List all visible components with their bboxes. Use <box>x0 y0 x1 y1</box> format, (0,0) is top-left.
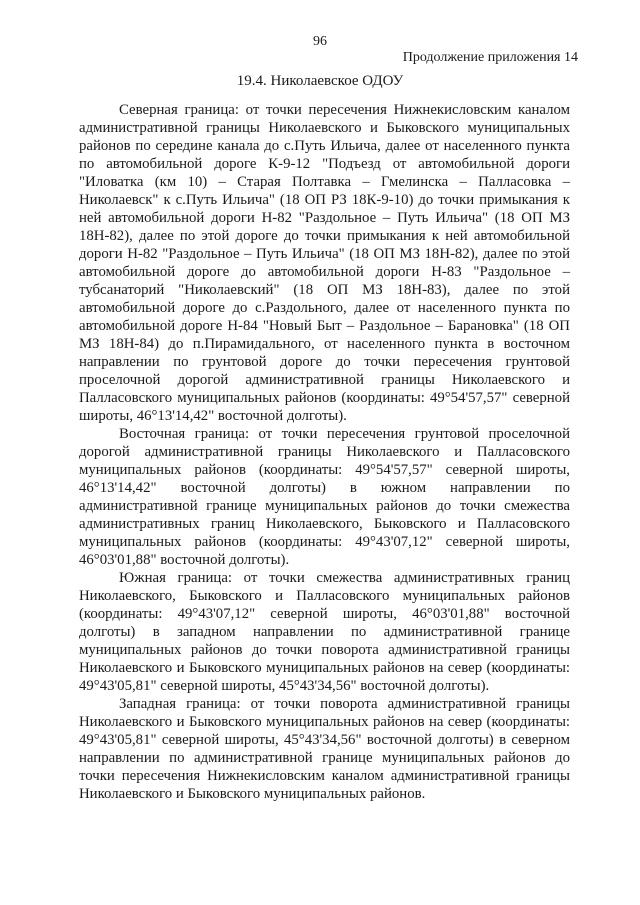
section-title: 19.4. Николаевское ОДОУ <box>236 73 404 89</box>
page-number: 96 <box>313 34 327 49</box>
paragraph-south-border: Южная граница: от точки смежества административных границ Николаевского, Быковского и Палласовского муниципальных районов (координаты: 49°43'07,12" северной широты, 46°03'01,88" восточной долготы) в западном направлении по административной границе муниципальных районов до точки поворота административной границы Николаевского и Быковского муниципальных районов на север (координаты: 49°43'05,81" северной широты, 45°43'34,56" восточной долготы). <box>79 570 570 694</box>
appendix-note: Продолжение приложения 14 <box>402 50 578 65</box>
document-body <box>79 101 570 803</box>
paragraph-east-border: Восточная граница: от точки пересечения грунтовой проселочной дорогой административной границы Николаевского и Палласовского муниципальных районов (координаты: 49°54'57,57" северной широты, 46°13'14,42" восточной долготы) в южном направлении по административной границе муниципальных районов до точки смежества административных границ Николаевского, Быковского и Палласовского муниципальных районов (координаты: 49°43'07,12" северной широты, 46°03'01,88" восточной долготы). <box>79 426 570 568</box>
paragraph-west-border: Западная граница: от точки поворота административной границы Николаевского и Быковского муниципальных районов на север (координаты: 49°43'05,81" северной широты, 45°43'34,56" восточной долготы) в северном направлении по административной границе муниципальных районов до точки пересечения Нижнекисловским каналом административной границы Николаевского и Быковского муниципальных районов. <box>79 696 570 802</box>
paragraph-north-border: Северная граница: от точки пересечения Нижнекисловским каналом административной границы Николаевского и Быковского муниципальных районов по середине канала до с.Путь Ильича, далее от населенного пункта по автомобильной дороге К-9-12 "Подъезд от автомобильной дороги "Иловатка (км 10) – Старая Полтавка – Гмелинска – Палласовка – Николаевск" к с.Путь Ильича" (18 ОП РЗ 18К-9-10) до точки примыкания к ней автомобильной дороги Н-82 "Раздольное – Путь Ильича" (18 ОП МЗ 18Н-82), далее по этой дороге до точки примыкания к ней автомобильной дороги Н-82 "Раздольное – Путь Ильича" (18 ОП МЗ 18Н-82), далее по этой автомобильной дороге до автомобильной дороги Н-83 "Раздольное – тубсанаторий "Николаевский" (18 ОП МЗ 18Н-83), далее по этой автомобильной дороге до с.Раздольного, далее от населенного пункта по автомобильной дороге Н-84 "Новый Быт – Раздольное – Барановка" (18 ОП МЗ 18Н-84) до п.Пирамидального, от населенного пункта в восточном направлении по грунтовой дороге до точки пересечения грунтовой проселочной дорогой административной границы Николаевского и Палласовского муниципальных районов (координаты: 49°54'57,57" северной широты, 46°13'14,42" восточной долготы). <box>79 102 570 424</box>
